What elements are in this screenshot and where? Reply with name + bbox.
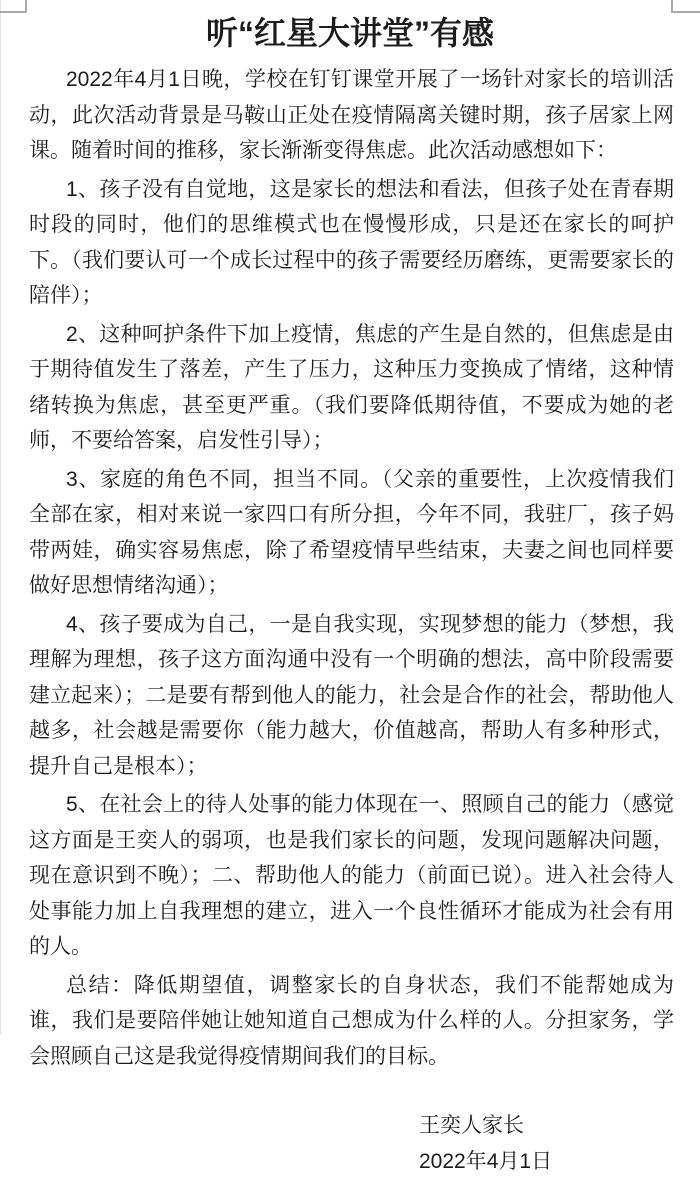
signature-block: [29, 1108, 674, 1179]
essay-paragraph-point-2: 2、这种呵护条件下加上疫情，焦虑的产生是自然的，但焦虑是由于期待值发生了落差，产生了压力，这种压力变换成了情绪，这种情绪转换为焦虑，甚至更严重。（我们要降低期待值，不要成为她的老师，不要给答案，启发性引导）；: [29, 317, 674, 459]
essay-title: 听“红星大讲堂”有感: [0, 14, 700, 52]
essay-paragraph-point-3: 3、家庭的角色不同，担当不同。（父亲的重要性，上次疫情我们全部在家，相对来说一家四口有所分担，今年不同，我驻厂，孩子妈带两娃，确实容易焦虑，除了希望疫情早些结束，夫妻之间也同样要做好思想情绪沟通）；: [29, 462, 674, 604]
essay-body: [29, 62, 674, 1179]
signature-name: 王奕人家长: [419, 1108, 674, 1144]
margin-crop-mark-top-left-horizontal: [0, 11, 26, 13]
signature-date: 2022年4月1日: [419, 1144, 674, 1179]
essay-paragraph-summary: 总结：降低期望值，调整家长的自身状态，我们不能帮她成为谁，我们是要陪伴她让她知道自己想成为什么样的人。分担家务，学会照顾自己这是我觉得疫情期间我们的目标。: [29, 968, 674, 1075]
margin-crop-mark-top-right-vertical: [671, 0, 673, 12]
essay-paragraph-point-5: 5、在社会上的待人处事的能力体现在一、照顾自己的能力（感觉这方面是王奕人的弱项，也是我们家长的问题，发现问题解决问题，现在意识到不晚）；二、帮助他人的能力（前面已说）。进入社会待人处事能力加上自我理想的建立，进入一个良性循环才能成为社会有用的人。: [29, 787, 674, 965]
margin-crop-mark-top-right-horizontal: [671, 11, 700, 13]
margin-crop-mark-top-left-vertical: [25, 0, 27, 12]
essay-paragraph-point-4: 4、孩子要成为自己，一是自我实现，实现梦想的能力（梦想，我理解为理想，孩子这方面沟通中没有一个明确的想法，高中阶段需要建立起来）；二是要有帮到他人的能力，社会是合作的社会，帮助他人越多，社会越是需要你（能力越大，价值越高，帮助人有多种形式，提升自己是根本）；: [29, 607, 674, 785]
essay-paragraph-intro: 2022年4月1日晚，学校在钉钉课堂开展了一场针对家长的培训活动，此次活动背景是马鞍山正处在疫情隔离关键时期，孩子居家上网课。随着时间的推移，家长渐渐变得焦虑。此次活动感想如下：: [29, 62, 674, 169]
essay-paragraph-point-1: 1、孩子没有自觉地，这是家长的想法和看法，但孩子处在青春期时段的同时，他们的思维模式也在慢慢形成，只是还在家长的呵护下。（我们要认可一个成长过程中的孩子需要经历磨练，更需要家长的陪伴）；: [29, 172, 674, 314]
